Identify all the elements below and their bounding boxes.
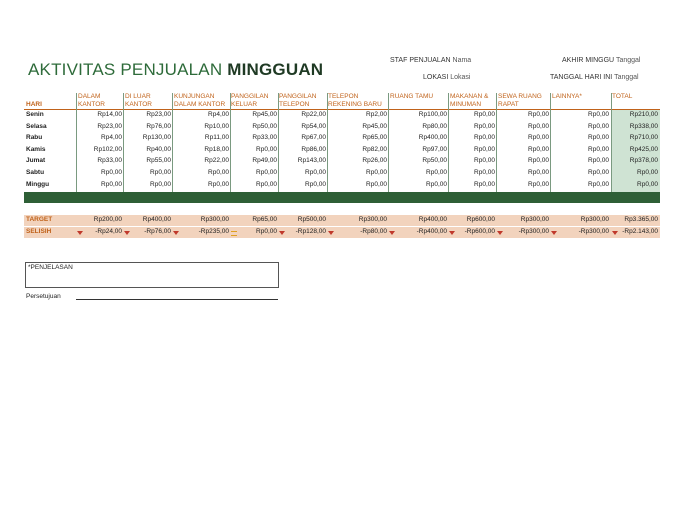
selisih-cell: -Rp300,00 xyxy=(578,228,609,235)
total-row-band xyxy=(24,192,660,203)
column-line xyxy=(76,93,77,192)
selisih-cell: -Rp24,00 xyxy=(95,228,122,235)
today-label: TANGGAL HARI INI xyxy=(550,74,613,81)
table-cell[interactable]: Rp0,00 xyxy=(588,169,609,176)
selisih-cell: -Rp76,00 xyxy=(144,228,171,235)
location-value[interactable]: Lokasi xyxy=(450,74,471,81)
column-line xyxy=(327,93,328,192)
table-cell[interactable]: Rp40,00 xyxy=(146,145,171,153)
table-cell[interactable]: Rp0,00 xyxy=(528,145,549,153)
table-cell[interactable]: Rp0,00 xyxy=(150,169,171,176)
target-cell[interactable]: Rp300,00 xyxy=(200,216,229,223)
row-label: Selasa xyxy=(26,122,47,130)
target-cell[interactable]: Rp400,00 xyxy=(142,216,171,223)
table-cell[interactable]: Rp0,00 xyxy=(366,180,387,188)
column-line xyxy=(550,93,551,192)
selisih-cell: -Rp80,00 xyxy=(360,228,387,235)
row-label: Senin xyxy=(26,111,44,118)
target-cell[interactable]: Rp600,00 xyxy=(466,216,495,223)
title-light: AKTIVITAS PENJUALAN xyxy=(28,60,223,79)
table-cell[interactable]: Rp22,00 xyxy=(204,157,229,165)
target-cell[interactable]: Rp300,00 xyxy=(358,216,387,223)
table-cell[interactable]: Rp0,00 xyxy=(528,134,549,142)
explanation-box[interactable] xyxy=(25,262,279,288)
down-arrow-icon xyxy=(551,231,557,235)
col-header-hari: HARI xyxy=(26,101,42,108)
table-cell[interactable]: Rp210,00 xyxy=(629,111,658,118)
table-cell[interactable]: Rp0,00 xyxy=(637,169,658,176)
target-cell[interactable]: Rp65,00 xyxy=(252,216,277,223)
table-cell[interactable]: Rp378,00 xyxy=(629,157,658,165)
target-cell[interactable]: Rp200,00 xyxy=(93,216,122,223)
table-cell[interactable]: Rp4,00 xyxy=(208,111,229,118)
selisih-label: SELISIH xyxy=(26,228,52,235)
selisih-cell: -Rp235,00 xyxy=(198,228,229,235)
col-header-ruang-tamu: RUANG TAMU xyxy=(390,93,434,100)
table-cell[interactable]: Rp0,00 xyxy=(256,145,277,153)
table-cell[interactable]: Rp0,00 xyxy=(426,180,447,188)
table-cell[interactable]: Rp2,00 xyxy=(366,111,387,118)
week-meta xyxy=(562,57,640,64)
location-label: LOKASI xyxy=(423,74,449,81)
target-cell[interactable]: Rp300,00 xyxy=(580,216,609,223)
target-cell[interactable]: Rp300,00 xyxy=(520,216,549,223)
selisih-cell: -Rp300,00 xyxy=(518,228,549,235)
explanation-label: *PENJELASAN xyxy=(28,264,73,271)
table-cell[interactable]: Rp0,00 xyxy=(588,145,609,153)
table-cell[interactable]: Rp76,00 xyxy=(146,122,171,130)
target-label: TARGET xyxy=(26,216,53,223)
table-cell[interactable]: Rp0,00 xyxy=(256,169,277,176)
staff-meta xyxy=(390,57,471,64)
table-cell[interactable]: Rp0,00 xyxy=(588,111,609,118)
table-cell[interactable]: Rp0,00 xyxy=(150,180,171,188)
selisih-cell: -Rp600,00 xyxy=(464,228,495,235)
table-cell[interactable]: Rp4,00 xyxy=(101,134,122,142)
column-line xyxy=(496,93,497,192)
header-divider xyxy=(24,109,660,110)
table-cell[interactable]: Rp0,00 xyxy=(474,169,495,176)
table-cell[interactable]: Rp0,00 xyxy=(474,134,495,142)
selisih-cell: Rp0,00 xyxy=(256,228,277,235)
table-cell[interactable]: Rp10,00 xyxy=(204,122,229,130)
table-cell[interactable]: Rp0,00 xyxy=(588,157,609,165)
week-value[interactable]: Tanggal xyxy=(615,57,641,64)
location-meta xyxy=(423,74,470,81)
table-cell[interactable]: Rp50,00 xyxy=(422,157,447,165)
table-cell[interactable]: Rp143,00 xyxy=(297,157,326,165)
page-title xyxy=(28,60,323,80)
table-cell[interactable]: Rp97,00 xyxy=(422,145,447,153)
col-header-panggilan-telepon: PANGGILAN TELEPON xyxy=(279,93,317,108)
table-cell[interactable]: Rp33,00 xyxy=(97,157,122,165)
selisih-cell: -Rp400,00 xyxy=(416,228,447,235)
table-cell[interactable]: Rp45,00 xyxy=(362,122,387,130)
table-cell[interactable]: Rp33,00 xyxy=(252,134,277,142)
table-cell[interactable]: Rp23,00 xyxy=(146,111,171,118)
table-cell[interactable]: Rp0,00 xyxy=(588,134,609,142)
today-value[interactable]: Tanggal xyxy=(614,74,639,81)
down-arrow-icon xyxy=(77,231,83,235)
table-cell[interactable]: Rp0,00 xyxy=(305,169,326,176)
column-line xyxy=(123,93,124,192)
week-label: AKHIR MINGGU xyxy=(562,57,615,64)
row-label: Jumat xyxy=(26,157,46,165)
table-cell[interactable]: Rp100,00 xyxy=(418,111,447,118)
down-arrow-icon xyxy=(328,231,334,235)
table-cell[interactable]: Rp0,00 xyxy=(474,145,495,153)
table-cell[interactable]: Rp18,00 xyxy=(204,145,229,153)
table-cell[interactable]: Rp80,00 xyxy=(422,122,447,130)
target-cell[interactable]: Rp3.365,00 xyxy=(624,216,658,223)
table-cell[interactable]: Rp0,00 xyxy=(528,180,549,188)
table-cell[interactable]: Rp0,00 xyxy=(208,169,229,176)
col-header-total: TOTAL xyxy=(612,93,633,100)
table-cell[interactable]: Rp86,00 xyxy=(301,145,326,153)
table-cell[interactable]: Rp0,00 xyxy=(101,180,122,188)
table-cell[interactable]: Rp0,00 xyxy=(366,169,387,176)
col-header-makanan-minuman: MAKANAN & MINUMAN xyxy=(450,93,489,108)
table-cell[interactable]: Rp55,00 xyxy=(146,157,171,165)
col-header-panggilan-keluar: PANGGILAN KELUAR xyxy=(231,93,269,108)
staff-label: STAF PENJUALAN xyxy=(390,57,451,64)
col-header-rekening-baru: TELEPON REKENING BARU xyxy=(328,93,382,108)
table-cell[interactable]: Rp0,00 xyxy=(305,180,326,188)
down-arrow-icon xyxy=(612,231,618,235)
table-cell[interactable]: Rp338,00 xyxy=(629,122,658,130)
table-cell[interactable]: Rp50,00 xyxy=(252,122,277,130)
down-arrow-icon xyxy=(449,231,455,235)
table-cell[interactable]: Rp0,00 xyxy=(528,157,549,165)
table-cell[interactable]: Rp0,00 xyxy=(528,169,549,176)
down-arrow-icon xyxy=(173,231,179,235)
column-line xyxy=(278,93,279,192)
table-cell[interactable]: Rp0,00 xyxy=(101,169,122,176)
row-label: Sabtu xyxy=(26,169,45,176)
table-cell[interactable]: Rp14,00 xyxy=(97,111,122,118)
down-arrow-icon xyxy=(497,231,503,235)
table-cell[interactable]: Rp710,00 xyxy=(629,134,658,142)
table-cell[interactable]: Rp22,00 xyxy=(301,111,326,118)
table-cell[interactable]: Rp0,00 xyxy=(426,169,447,176)
table-cell[interactable]: Rp102,00 xyxy=(93,145,122,153)
staff-value[interactable]: Nama xyxy=(452,57,472,64)
table-cell[interactable]: Rp0,00 xyxy=(474,180,495,188)
row-label: Minggu xyxy=(26,180,50,188)
target-cell[interactable]: Rp400,00 xyxy=(418,216,447,223)
col-header-di-luar-kantor: DI LUAR KANTOR xyxy=(125,93,152,108)
target-cell[interactable]: Rp500,00 xyxy=(297,216,326,223)
table-cell[interactable]: Rp425,00 xyxy=(629,145,658,153)
col-header-dalam-kantor: DALAM KANTOR xyxy=(78,93,105,108)
table-cell[interactable]: Rp67,00 xyxy=(301,134,326,142)
down-arrow-icon xyxy=(124,231,130,235)
approval-signature-line[interactable] xyxy=(76,299,278,300)
selisih-cell: -Rp2.143,00 xyxy=(622,228,658,235)
table-cell[interactable]: Rp45,00 xyxy=(252,111,277,118)
down-arrow-icon xyxy=(389,231,395,235)
table-cell[interactable]: Rp0,00 xyxy=(208,180,229,188)
today-meta xyxy=(550,74,639,81)
table-cell[interactable]: Rp400,00 xyxy=(418,134,447,142)
table-cell[interactable]: Rp65,00 xyxy=(362,134,387,142)
col-header-kunjungan: KUNJUNGAN DALAM KANTOR xyxy=(174,93,226,108)
table-cell[interactable]: Rp0,00 xyxy=(588,122,609,130)
table-cell[interactable]: Rp130,00 xyxy=(142,134,171,142)
row-label: Rabu xyxy=(26,134,43,142)
selisih-cell: -Rp128,00 xyxy=(295,228,326,235)
row-label: Kamis xyxy=(26,145,46,153)
table-cell[interactable]: Rp26,00 xyxy=(362,157,387,165)
approval-label: Persetujuan xyxy=(26,293,61,300)
column-line xyxy=(611,93,612,192)
table-cell[interactable]: Rp0,00 xyxy=(637,180,658,188)
title-bold: MINGGUAN xyxy=(227,60,324,79)
table-cell[interactable]: Rp49,00 xyxy=(252,157,277,165)
table-cell[interactable]: Rp0,00 xyxy=(528,111,549,118)
table-cell[interactable]: Rp0,00 xyxy=(588,180,609,188)
column-line xyxy=(388,93,389,192)
table-cell[interactable]: Rp54,00 xyxy=(301,122,326,130)
table-cell[interactable]: Rp0,00 xyxy=(474,157,495,165)
column-line xyxy=(230,93,231,192)
col-header-lainnya: LAINNYA* xyxy=(552,93,582,100)
table-cell[interactable]: Rp0,00 xyxy=(474,111,495,118)
col-header-sewa-ruang: SEWA RUANG RAPAT xyxy=(498,93,542,108)
table-cell[interactable]: Rp82,00 xyxy=(362,145,387,153)
equal-indicator-icon xyxy=(231,231,237,236)
table-cell[interactable]: Rp11,00 xyxy=(204,134,229,142)
table-cell[interactable]: Rp0,00 xyxy=(528,122,549,130)
table-cell[interactable]: Rp0,00 xyxy=(474,122,495,130)
down-arrow-icon xyxy=(279,231,285,235)
table-cell[interactable]: Rp0,00 xyxy=(256,180,277,188)
column-line xyxy=(172,93,173,192)
table-cell[interactable]: Rp23,00 xyxy=(97,122,122,130)
column-line xyxy=(448,93,449,192)
